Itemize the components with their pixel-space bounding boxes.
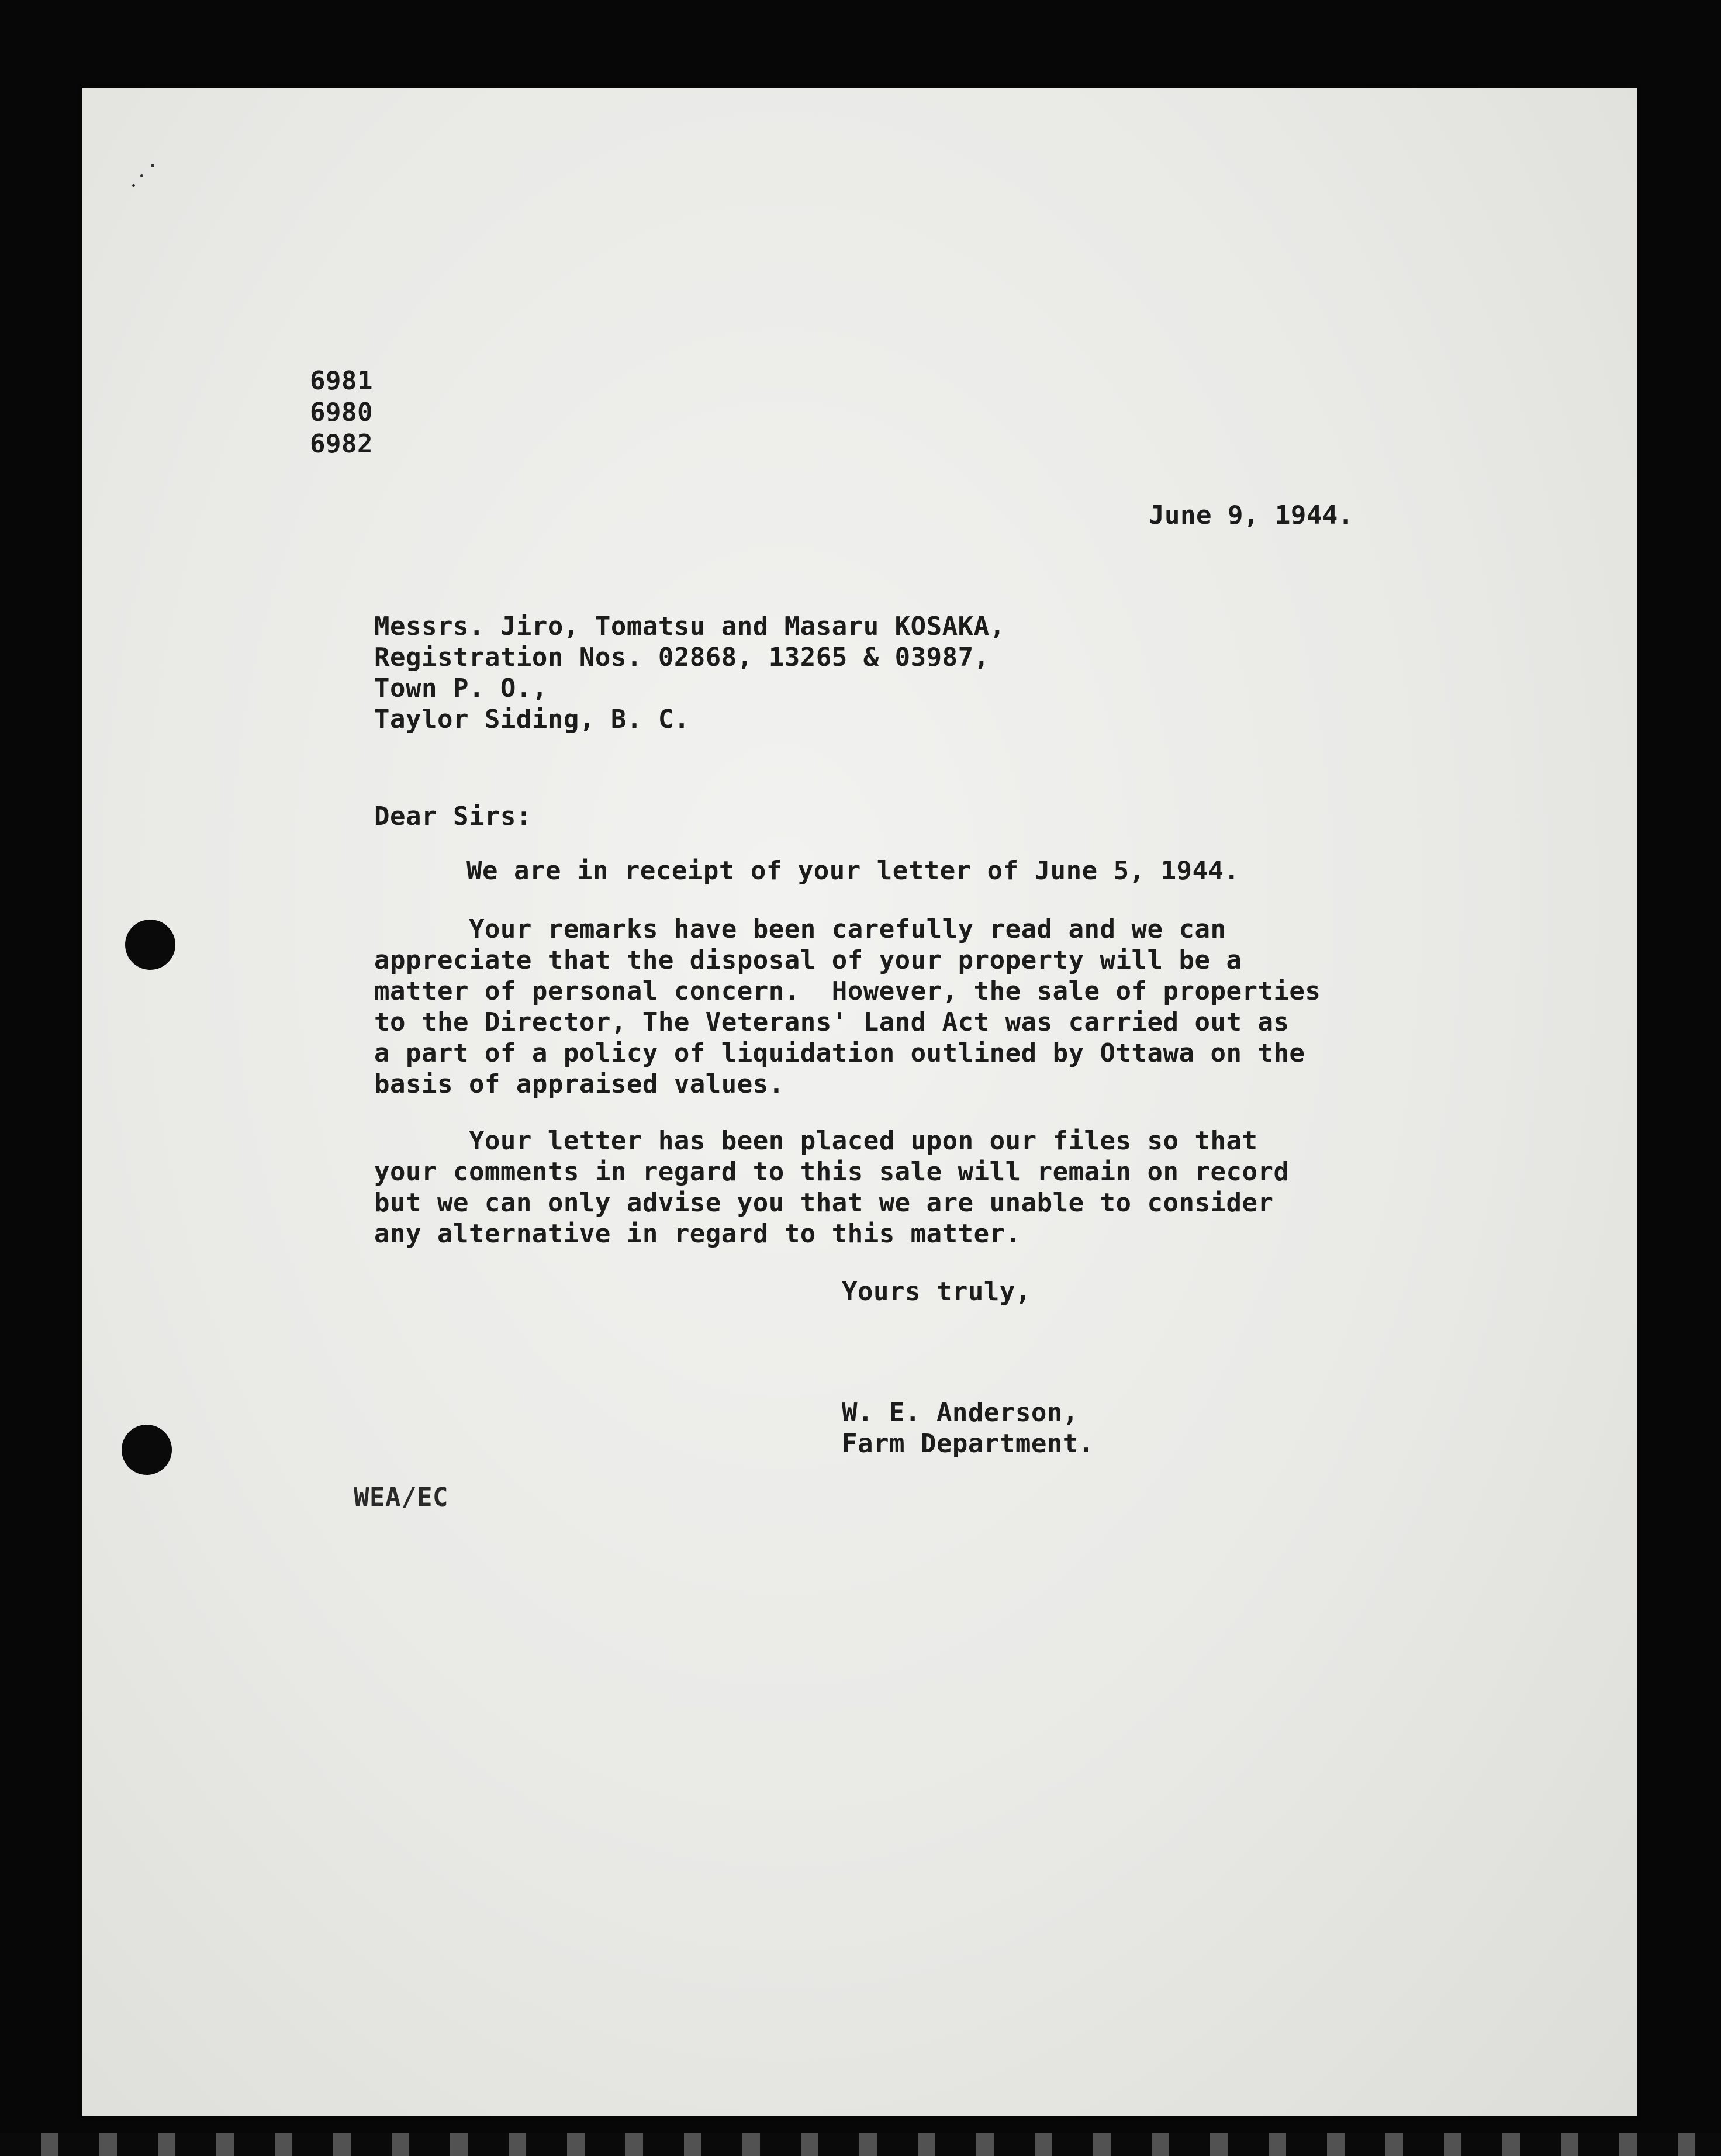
- dust-speck: [151, 164, 154, 167]
- punch-hole: [125, 920, 175, 970]
- paragraph-line: matter of personal concern. However, the sale of properties: [374, 976, 1321, 1006]
- paragraph-line: basis of appraised values.: [374, 1069, 785, 1099]
- address-line: Taylor Siding, B. C.: [374, 704, 690, 734]
- salutation: Dear Sirs:: [374, 801, 532, 831]
- signature-name: W. E. Anderson,: [842, 1398, 1079, 1428]
- paragraph-line: but we can only advise you that we are unable to consider: [374, 1188, 1274, 1218]
- letter-date: June 9, 1944.: [1149, 500, 1354, 530]
- file-number: 6982: [310, 429, 373, 459]
- letter-paper: [82, 88, 1637, 2116]
- closing: Yours truly,: [842, 1277, 1031, 1307]
- typist-initials: WEA/EC: [354, 1483, 448, 1512]
- paragraph-line: appreciate that the disposal of your property will be a: [374, 945, 1242, 975]
- paragraph-line: a part of a policy of liquidation outlined by Ottawa on the: [374, 1038, 1305, 1068]
- file-number: 6981: [310, 366, 373, 396]
- body-paragraph-1: We are in receipt of your letter of June 5, 1944.: [466, 856, 1240, 886]
- address-line: Town P. O.,: [374, 673, 548, 703]
- dust-speck: [132, 184, 135, 187]
- dust-speck: [140, 174, 143, 177]
- paragraph-line: any alternative in regard to this matter.: [374, 1219, 1021, 1249]
- paragraph-line: your comments in regard to this sale will remain on record: [374, 1157, 1290, 1187]
- body-paragraph-2: [374, 914, 1321, 1100]
- signature-department: Farm Department.: [842, 1429, 1094, 1459]
- file-numbers: [310, 365, 373, 460]
- punch-hole: [122, 1425, 172, 1475]
- paragraph-line: to the Director, The Veterans' Land Act was carried out as: [374, 1007, 1290, 1037]
- paragraph-line: Your remarks have been carefully read and we can: [374, 914, 1226, 944]
- recipient-address: [374, 611, 1005, 735]
- file-number: 6980: [310, 398, 373, 427]
- address-line: Messrs. Jiro, Tomatsu and Masaru KOSAKA,: [374, 611, 1005, 641]
- film-edge: [0, 2133, 1721, 2156]
- body-paragraph-3: [374, 1125, 1289, 1249]
- paragraph-line: Your letter has been placed upon our files so that: [374, 1126, 1258, 1156]
- signature-block: [842, 1397, 1094, 1459]
- address-line: Registration Nos. 02868, 13265 & 03987,: [374, 642, 990, 672]
